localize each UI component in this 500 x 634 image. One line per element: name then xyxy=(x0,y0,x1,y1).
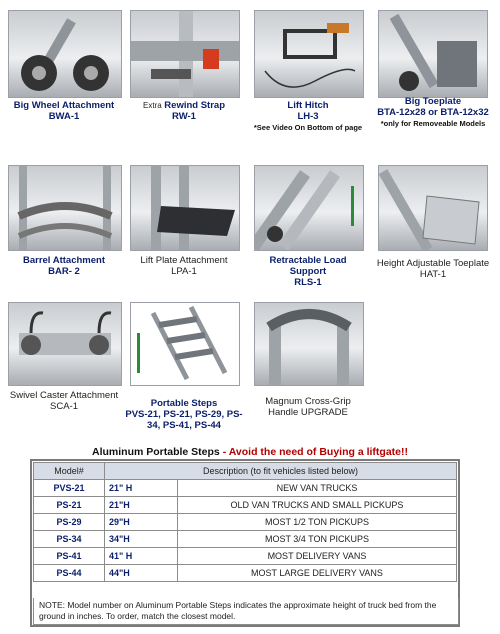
magnum-cross-grip-caption[interactable] xyxy=(250,396,366,418)
product-code: LPA-1 xyxy=(171,266,197,277)
big-wheel-attachment-photo[interactable] xyxy=(8,10,122,98)
section-title-text: Aluminum Portable Steps xyxy=(91,446,220,458)
description-cell: OLD VAN TRUCKS AND SMALL PICKUPS xyxy=(178,497,457,514)
product-name: Swivel Caster Attachment xyxy=(9,390,119,401)
product-note: *only for Removeable Models xyxy=(380,119,486,128)
model-cell: PS-34 xyxy=(34,531,105,548)
big-toeplate-caption[interactable] xyxy=(372,96,494,129)
height-cell: 34"H xyxy=(105,531,178,548)
swivel-caster-caption[interactable] xyxy=(0,390,128,412)
rewind-strap-caption[interactable] xyxy=(128,100,240,122)
product-code: RW-1 xyxy=(172,111,196,122)
description-cell: MOST DELIVERY VANS xyxy=(178,548,457,565)
column-header-model: Model# xyxy=(34,463,105,480)
height-cell: 41" H xyxy=(105,548,178,565)
swivel-caster-photo[interactable] xyxy=(8,302,122,386)
product-name: Rewind Strap xyxy=(164,100,225,111)
height-cell: 21" H xyxy=(105,480,178,497)
product-name: Retractable Load Support xyxy=(269,255,347,277)
lift-hitch-caption[interactable] xyxy=(246,100,370,133)
table-row xyxy=(34,531,457,548)
model-cell: PVS-21 xyxy=(34,480,105,497)
product-code: RLS-1 xyxy=(294,277,322,288)
steps-table xyxy=(33,462,457,582)
product-code: BTA-12x28 or BTA-12x32 xyxy=(377,107,489,118)
table-row xyxy=(34,565,457,582)
product-name: Barrel Attachment xyxy=(22,255,105,266)
big-toeplate-photo[interactable] xyxy=(378,10,488,98)
product-code: BAR- 2 xyxy=(48,266,80,277)
column-header-description: Description (to fit vehicles listed below) xyxy=(105,463,457,480)
description-cell: MOST 1/2 TON PICKUPS xyxy=(178,514,457,531)
product-name: Big Wheel Attachment xyxy=(13,100,115,111)
table-note: NOTE: Model number on Aluminum Portable Steps indicates the approximate height of truck bed from the ground in inches. To order, match the closest model. xyxy=(33,598,459,625)
table-row xyxy=(34,497,457,514)
product-code: LH-3 xyxy=(297,111,319,122)
lift-hitch-photo[interactable] xyxy=(254,10,364,98)
section-title xyxy=(0,446,500,458)
rewind-strap-photo[interactable] xyxy=(130,10,240,98)
height-cell: 44"H xyxy=(105,565,178,582)
retractable-load-support-photo[interactable] xyxy=(254,165,364,251)
description-cell: NEW VAN TRUCKS xyxy=(178,480,457,497)
table-row xyxy=(34,514,457,531)
product-code: SCA-1 xyxy=(50,401,78,412)
lift-plate-photo[interactable] xyxy=(130,165,240,251)
model-cell: PS-41 xyxy=(34,548,105,565)
product-name: Lift Plate Attachment xyxy=(140,255,228,266)
product-name: Magnum Cross-Grip Handle UPGRADE xyxy=(265,396,351,418)
table-row xyxy=(34,548,457,565)
model-cell: PS-44 xyxy=(34,565,105,582)
height-adjustable-toeplate-caption[interactable] xyxy=(372,258,494,280)
product-name: Portable Steps xyxy=(150,398,218,409)
product-code: BWA-1 xyxy=(48,111,80,122)
lift-plate-caption[interactable] xyxy=(128,255,240,277)
description-cell: MOST LARGE DELIVERY VANS xyxy=(178,565,457,582)
product-prefix: Extra xyxy=(142,101,162,110)
magnum-cross-grip-photo[interactable] xyxy=(254,302,364,386)
big-wheel-caption[interactable] xyxy=(0,100,128,122)
description-cell: MOST 3/4 TON PICKUPS xyxy=(178,531,457,548)
barrel-attachment-photo[interactable] xyxy=(8,165,122,251)
barrel-attachment-caption[interactable] xyxy=(0,255,128,277)
product-code: PVS-21, PS-21, PS-29, PS-34, PS-41, PS-44 xyxy=(125,409,243,431)
product-code: HAT-1 xyxy=(419,269,447,280)
height-cell: 21"H xyxy=(105,497,178,514)
product-name: Height Adjustable Toeplate xyxy=(376,258,490,269)
section-subtitle: - Avoid the need of Buying a liftgate!! xyxy=(222,446,408,458)
model-cell: PS-21 xyxy=(34,497,105,514)
height-cell: 29"H xyxy=(105,514,178,531)
retractable-load-support-caption[interactable] xyxy=(250,255,366,288)
product-note: *See Video On Bottom of page xyxy=(253,123,363,132)
portable-steps-photo[interactable] xyxy=(130,302,240,386)
height-adjustable-toeplate-photo[interactable] xyxy=(378,165,488,251)
product-name: Big Toeplate xyxy=(404,96,462,107)
table-row xyxy=(34,480,457,497)
model-cell: PS-29 xyxy=(34,514,105,531)
portable-steps-caption[interactable] xyxy=(124,398,244,431)
product-name: Lift Hitch xyxy=(287,100,329,111)
